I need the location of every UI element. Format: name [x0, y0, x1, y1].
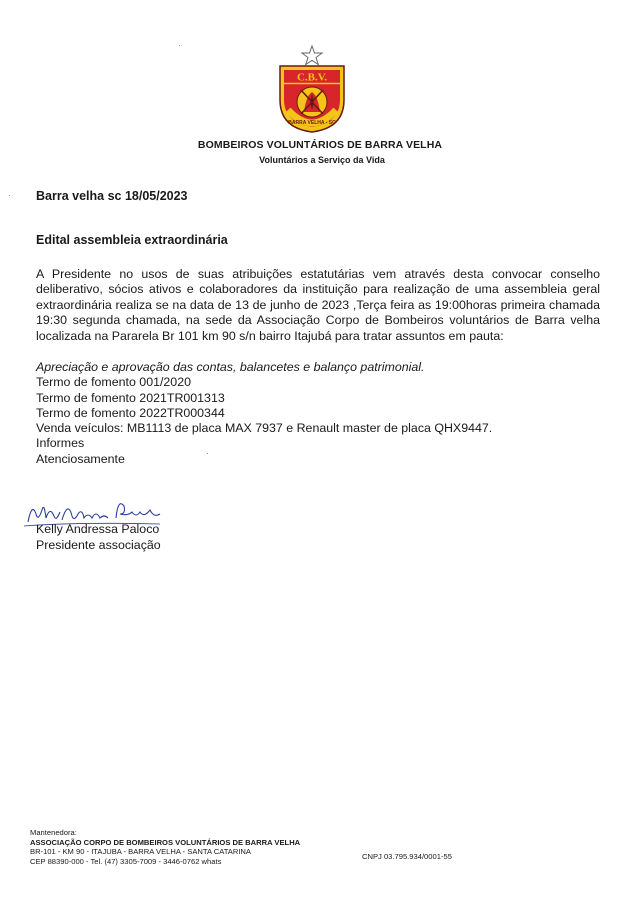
cbv-logo [274, 44, 350, 134]
agenda-item: Termo de fomento 2022TR000344 [36, 405, 225, 420]
footer [30, 828, 300, 866]
organization-name: BOMBEIROS VOLUNTÁRIOS DE BARRA VELHA [197, 139, 443, 151]
agenda-item: Apreciação e aprovação das contas, balancetes e balanço patrimonial. [36, 360, 425, 374]
footer-label: Mantenedora: [30, 828, 77, 837]
logo-ring-text: BARRA VELHA - SC [288, 120, 336, 126]
logo-text: C.B.V. [296, 71, 328, 84]
letter-closing: Atenciosamente [36, 451, 125, 466]
agenda-item: Venda veículos: MB1113 de placa MAX 7937 e Renault master de placa QHX9447. [36, 421, 493, 436]
footer-address: BR-101 - KM 90 - ITAJUBA - BARRA VELHA - SANTA CATARINA [30, 847, 251, 857]
letter-body [36, 267, 600, 344]
footer-cnpj: CNPJ 03.795.934/0001-55 [362, 852, 452, 861]
agenda-item: Termo de fomento 2021TR001313 [36, 390, 225, 405]
organization-tagline: Voluntários a Serviço da Vida [259, 155, 385, 165]
footer-association: ASSOCIAÇÃO CORPO DE BOMBEIROS VOLUNTÁRIOS DE BARRA VELHA [30, 837, 301, 847]
scan-speck: · [8, 190, 11, 200]
signatory-role: Presidente associação [36, 538, 161, 552]
scan-speck: · [206, 448, 209, 458]
cbv-emblem-icon [274, 44, 350, 134]
signatory-name: Kelly Andressa Paloco [36, 522, 160, 536]
footer-contact: CEP 88390-000 - Tel. (47) 3305-7009 - 3446-0762 whats [30, 856, 222, 866]
agenda-list [36, 360, 616, 467]
agenda-item: Informes [36, 436, 85, 451]
letter-date: Barra velha sc 18/05/2023 [36, 189, 188, 203]
scan-speck: · [178, 40, 181, 50]
letter-subject: Edital assembleia extraordinária [36, 233, 228, 247]
agenda-item: Termo de fomento 001/2020 [36, 375, 191, 390]
body-paragraph: A Presidente no usos de suas atribuições estatutárias vem através desta convocar conselho deliberativo, sócios ativos e colaboradores da instituição para realização de uma assembleia geral extraordinária realiza se na data de 13 de junho de 2023 ,Terça feira as 19:00horas primeira chamada 19:30 segunda chamada, na sede da Associação Corpo de Bombeiros voluntários de Barra velha localizada na Pararela Br 101 km 90 s/n bairro Itajubá para tratar assuntos em pauta: [36, 267, 600, 343]
